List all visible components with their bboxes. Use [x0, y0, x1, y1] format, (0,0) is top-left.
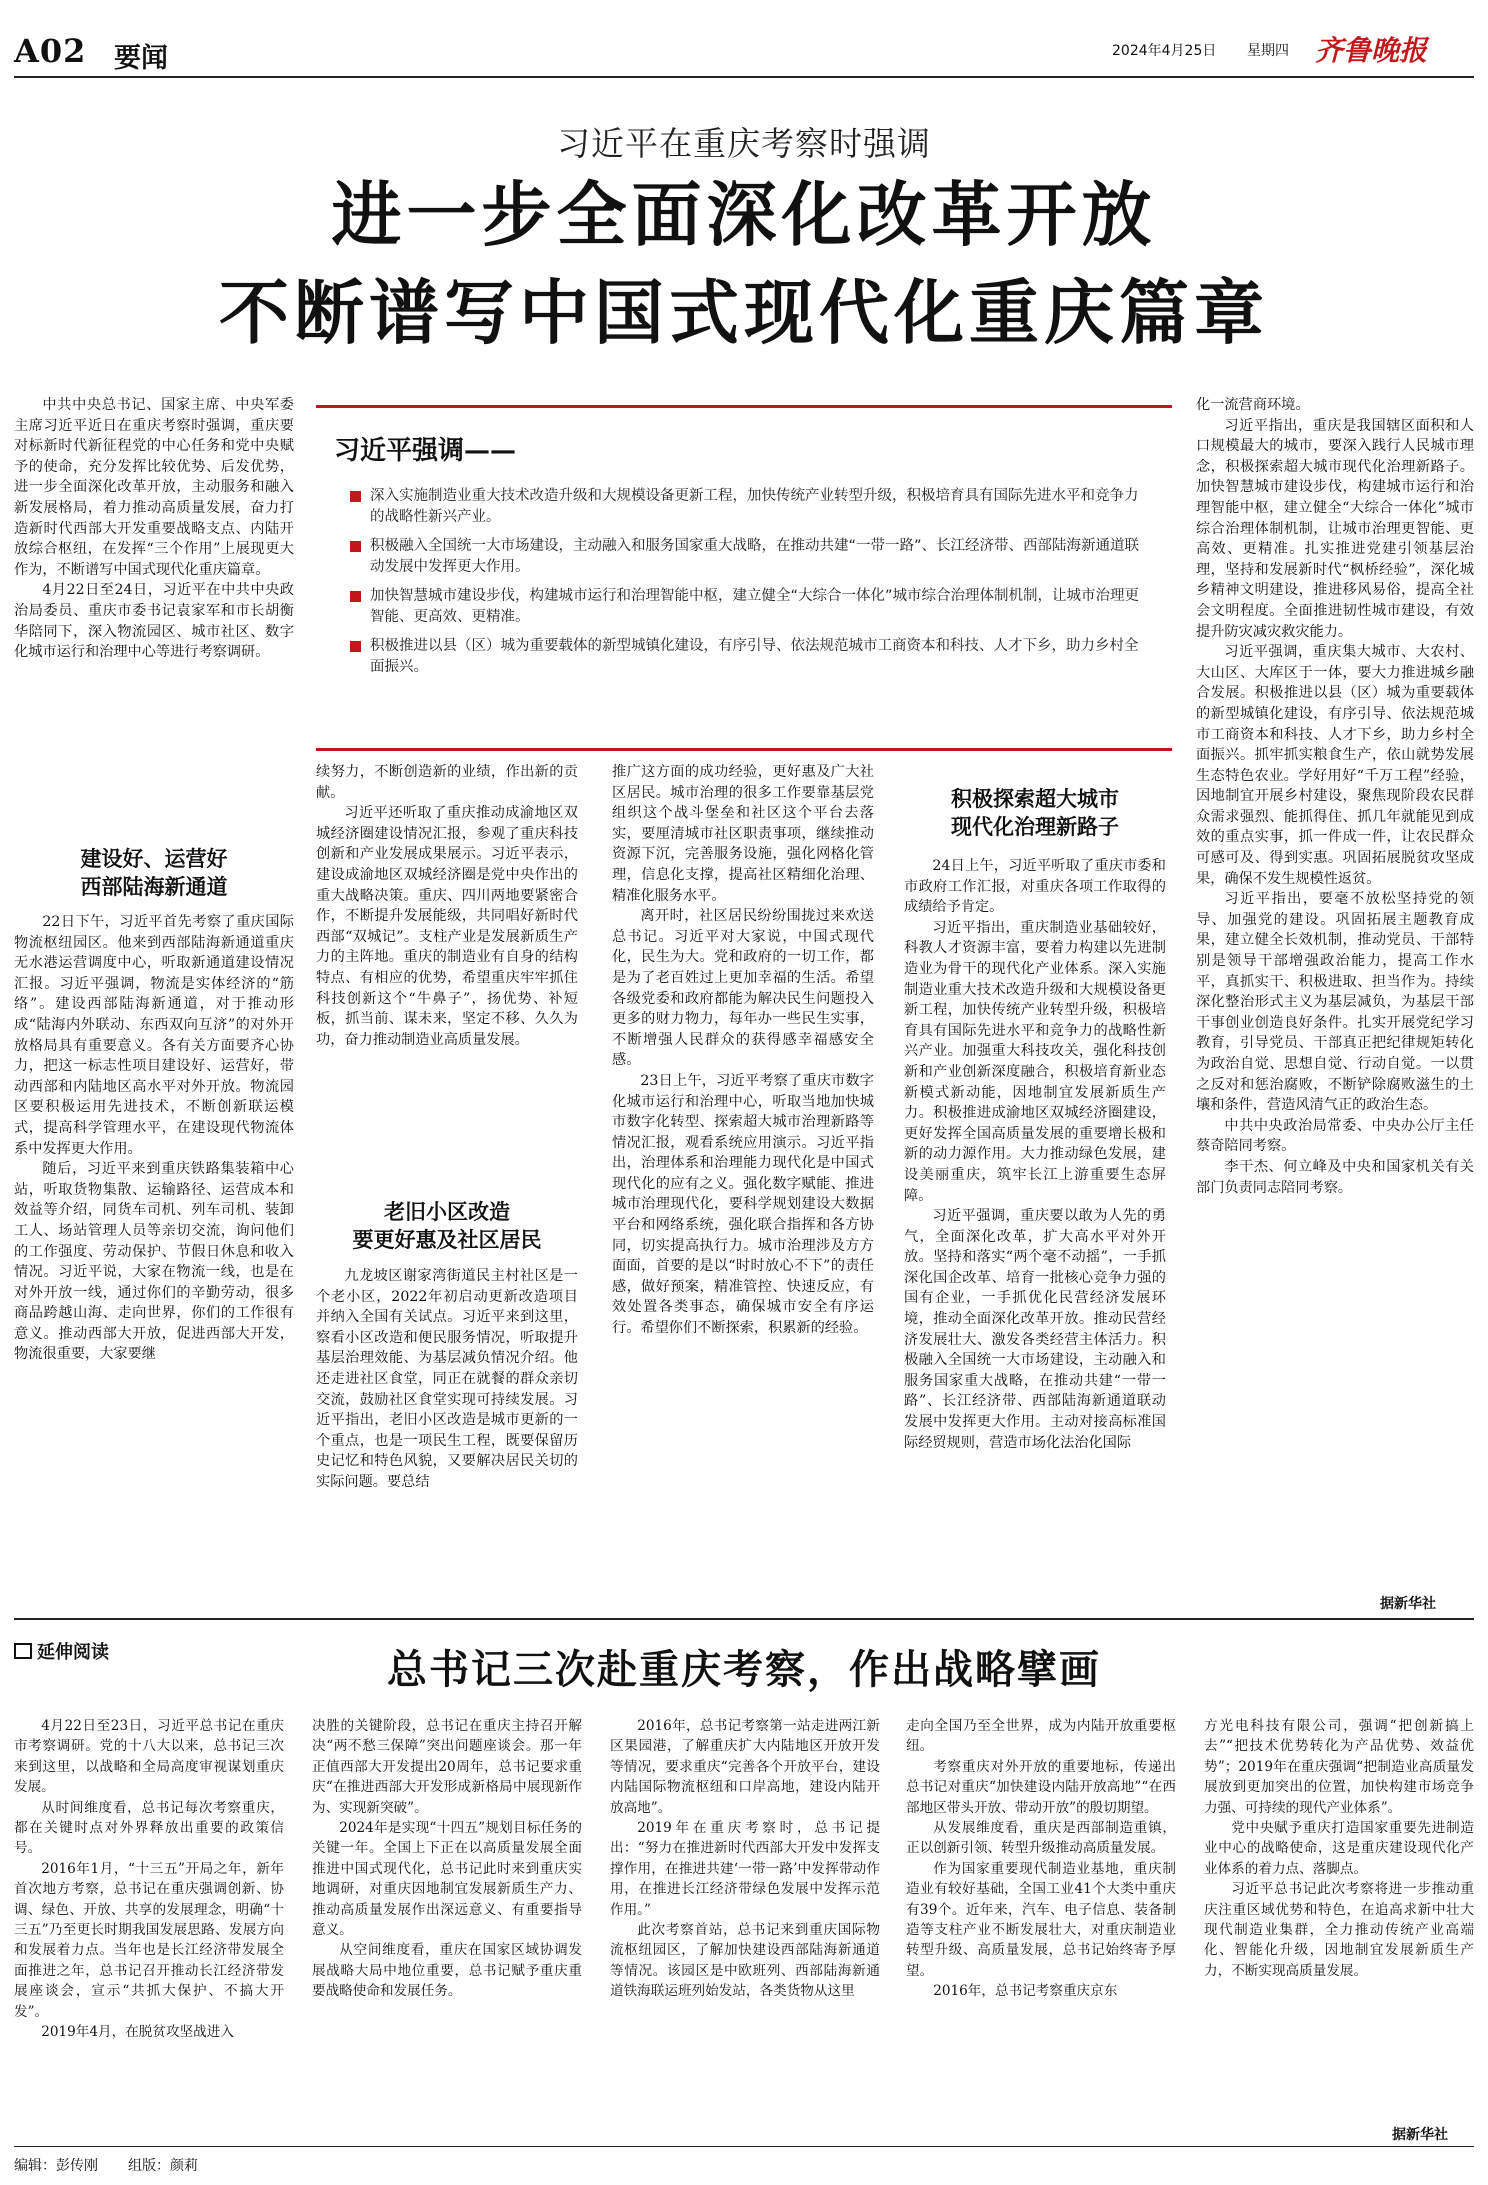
emphasis-list — [350, 486, 1140, 686]
paragraph: 习近平还听取了重庆推动成渝地区双城经济圈建设情况汇报，参观了重庆科技创新和产业发展成果展示。习近平表示，建设成渝地区双城经济圈是党中央作出的重大战略决策。重庆、四川两地要紧密合作，不断提升发展能级，共同唱好新时代西部“双城记”。支柱产业是发展新质生产力的主阵地。重庆的制造业有自身的结构特点、有相应的优势，希望重庆牢牢抓住科技创新这个“牛鼻子”，扬优势、补短板，抓当前、谋未来，坚定不移、久久为功，奋力推动制造业高质量发展。 — [316, 805, 578, 1048]
paragraph: 续努力，不断创造新的业绩，作出新的贡献。 — [316, 764, 578, 801]
extended-title: 总书记三次赴重庆考察，作出战略擘画 — [387, 1646, 1101, 1693]
headline-line-2: 不断谱写中国式现代化重庆篇章 — [219, 271, 1269, 354]
subheading-3: 积极探索超大城市 现代化治理新路子 — [951, 787, 1119, 839]
paragraph: 九龙坡区谢家湾街道民主村社区是一个老小区，2022年初启动更新改造项目并纳入全国有关试点。习近平来到这里，察看小区改造和便民服务情况，听取提升基层治理效能、为基层减负情况介绍。他还走进社区食堂，同正在就餐的群众亲切交流，鼓励社区食堂实现可持续发展。习近平指出，老旧小区改造是城市更新的一个重点，也是一项民生工程，既要保留历史记忆和特色风貌，又要解决居民关切的实际问题。要总结 — [316, 1268, 578, 1490]
paragraph: 随后，习近平来到重庆铁路集装箱中心站，听取货物集散、运输路径、运营成本和效益等介绍，同货车司机、列车司机、装卸工人、场站管理人员等亲切交流，询问他们的工作强度、劳动保护、节假日休息和收入情况。习近平说，大家在物流一线，也是在对外开放一线，通过你们的辛勤劳动，很多商品跨越山海、走向世界，你们的工作很有意义。推动西部大开放，促进西部大开发，物流很重要，大家要继 — [14, 1161, 294, 1363]
page-number: A02 — [14, 32, 87, 70]
paragraph: 此次考察首站，总书记来到重庆国际物流枢纽园区，了解加快建设西部陆海新通道等情况。该园区是中欧班列、西部陆海新通道铁海联运班列始发站，各类货物从这里 — [610, 1922, 880, 2000]
paragraph: 24日上午，习近平听取了重庆市委和市政府工作汇报，对重庆各项工作取得的成绩给予肯定。 — [904, 858, 1166, 916]
paragraph: 2019年4月，在脱贫攻坚战进入 — [41, 2024, 234, 2041]
article-col-3 — [612, 762, 874, 1339]
paragraph: 从发展维度看，重庆是西部制造重镇，正以创新引领、转型升级推动高质量发展。 — [906, 1820, 1176, 1857]
extended-col-4 — [906, 1716, 1176, 2002]
paragraph: 2016年，总书记考察第一站走进两江新区果园港，了解重庆扩大内陆地区开放开发等情况，要求重庆“完善各个开放平台，建设内陆国际物流枢纽和口岸高地，建设内陆开放高地”。 — [610, 1718, 880, 1816]
issue-date: 2024年4月25日 — [1112, 43, 1217, 59]
paragraph: 习近平总书记此次考察将进一步推动重庆注重区域优势和特色，在追高求新中壮大现代制造业集群，全力推动传统产业高端化、智能化升级，因地制宜发展新质生产力，不断实现高质量发展。 — [1204, 1881, 1474, 1979]
paragraph: 4月22日至24日，习近平在中共中央政治局委员、重庆市委书记袁家军和市长胡衡华陪同下，深入物流园区、城市社区、数字化城市运行和治理中心等进行考察调研。 — [14, 582, 294, 661]
paragraph: 习近平指出，重庆制造业基础较好，科教人才资源丰富，要着力构建以先进制造业为骨干的现代化产业体系。深入实施制造业重大技术改造升级和大规模设备更新工程，加快传统产业转型升级，积极培育具有国际先进水平和竞争力的战略性新兴产业。加强重大科技攻关，强化科技创新和产业创新深度融合，积极培育新业态新模式新动能，因地制宜发展新质生产力。积极推进成渝地区双城经济圈建设，更好发挥全国高质量发展的重要增长极和新的动力源作用。大力推动绿色发展，建设美丽重庆，筑牢长江上游重要生态屏障。 — [904, 919, 1166, 1204]
paragraph: 作为国家重要现代制造业基地，重庆制造业有较好基础，全国工业41个大类中重庆有39个。近年来，汽车、电子信息、装备制造等支柱产业不断发展壮大，对重庆制造业转型升级、高质量发展，总书记始终寄予厚望。 — [906, 1860, 1176, 1979]
emphasis-title: 习近平强调—— — [334, 436, 517, 466]
paper-logo: 齐鲁晚报 — [1315, 34, 1428, 67]
extended-col-3 — [610, 1716, 880, 2002]
headline-line-1: 进一步全面深化改革开放 — [331, 173, 1157, 256]
paragraph: 22日下午，习近平首先考察了重庆国际物流枢纽园区。他来到西部陆海新通道重庆无水港运营调度中心，听取新通道建设情况汇报。习近平强调，物流是实体经济的“筋络”。建设西部陆海新通道，对于推动形成“陆海内外联动、东西双向互济”的对外开放格局具有重要意义。各有关方面要齐心协力，把这一标志性项目建设好、运营好，带动西部和内陆地区高水平对外开放。物流园区要积极运用先进技术，不断创新联运模式，提高科学管理水平，在建设现代物流体系中发挥更大作用。 — [14, 914, 294, 1157]
article-source: 据新华社 — [1380, 1596, 1436, 1612]
paragraph: 推广这方面的成功经验，更好惠及广大社区居民。城市治理的很多工作要靠基层党组织这个战斗堡垒和社区这个平台去落实，要厘清城市社区职责事项，继续推动资源下沉，完善服务设施，强化网格化管理，信息化支撑，提高社区精细化治理、精准化服务水平。 — [612, 764, 874, 904]
paragraph: 2016年1月，“十三五”开局之年，新年首次地方考察，总书记在重庆强调创新、协调、绿色、开放、共享的发展理念，明确“十三五”乃至更长时期我国发展思路、发展方向和发展着力点。当年也是长江经济带发展全面推进之年，总书记召开推动长江经济带发展座谈会，宣示“共抓大保护、不搞大开发”。 — [14, 1860, 284, 2020]
subheading-2: 老旧小区改造 要更好惠及社区居民 — [352, 1200, 542, 1252]
paragraph: 4月22日至23日，习近平总书记在重庆市考察调研。党的十八大以来，总书记三次来到这里，以战略和全局高度审视谋划重庆发展。 — [14, 1718, 284, 1796]
paragraph: 习近平强调，重庆集大城市、大农村、大山区、大库区于一体，要大力推进城乡融合发展。积极推进以县（区）城为重要载体的新型城镇化建设，有序引导、依法规范城市工商资本和科技、人才下乡，助力乡村全面振兴。抓牢抓实粮食生产，依山就势发展生态特色农业。学好用好“千万工程”经验，因地制宜开展乡村建设，聚焦现阶段农民群众需求强烈、能抓得住、抓几年就能见到成效的重点实事，抓一件成一件，让农民群众可感可及、得到实惠。巩固拓展脱贫攻坚成果，确保不发生规模性返贫。 — [1196, 644, 1474, 887]
subheading-1: 建设好、运营好 西部陆海新通道 — [80, 847, 228, 899]
paragraph: 2019年在重庆考察时，总书记提出：“努力在推进新时代西部大开发中发挥支撑作用，在推进共建‘一带一路’中发挥带动作用，在推进长江经济带绿色发展中发挥示范作用。” — [610, 1820, 880, 1918]
emphasis-item: 积极融入全国统一大市场建设，主动融入和服务国家重大战略，在推动共建“一带一路”、长江经济带、西部陆海新通道联动发展中发挥更大作用。 — [350, 536, 1140, 578]
section-divider — [14, 1618, 1474, 1620]
paragraph: 从空间维度看，重庆在国家区域协调发展战略大局中地位重要，总书记赋予重庆重要战略使命和发展任务。 — [312, 1942, 582, 2000]
paragraph: 从时间维度看，总书记每次考察重庆，都在关键时点对外界释放出重要的政策信号。 — [14, 1799, 284, 1857]
paragraph: 决胜的关键阶段，总书记在重庆主持召开解决“两不愁三保障”突出问题座谈会。那一年正值西部大开发提出20周年，总书记要求重庆“在推进西部大开发形成新格局中展现新作为、实现新突破”。 — [312, 1718, 582, 1816]
emphasis-item: 积极推进以县（区）城为重要载体的新型城镇化建设，有序引导、依法规范城市工商资本和科技、人才下乡，助力乡村全面振兴。 — [350, 636, 1140, 678]
paragraph: 中共中央总书记、国家主席、中央军委主席习近平近日在重庆考察时强调，重庆要对标新时代新征程党的中心任务和党中央赋予的使命，充分发挥比较优势、后发优势，进一步全面深化改革开放，主动服务和融入新发展格局，着力推动高质量发展，奋力打造新时代西部大开发重要战略支点、内陆开放综合枢纽，在发挥“三个作用”上展现更大作为，不断谱写中国式现代化重庆篇章。 — [14, 397, 294, 578]
paragraph: 2016年，总书记考察重庆京东 — [933, 1983, 1118, 2000]
article-col-2-bottom — [316, 1266, 578, 1493]
footer-editor: 编辑：彭传刚 — [14, 2158, 98, 2174]
paragraph: 离开时，社区居民纷纷围拢过来欢送总书记。习近平对大家说，中国式现代化，民生为大。党和政府的一切工作，都是为了老百姓过上更加幸福的生活。希望各级党委和政府都能为解决民生问题投入更多的财力物力，每年办一些民生实事，不断增强人民群众的获得感幸福感安全感。 — [612, 908, 874, 1069]
article-col-4 — [904, 856, 1166, 1453]
emphasis-item: 加快智慧城市建设步伐，构建城市运行和治理智能中枢，建立健全“大综合一体化”城市综合治理体制机制，让城市治理更智能、更高效、更精准。 — [350, 586, 1140, 628]
article-col-1-top — [14, 395, 294, 663]
extended-col-2 — [312, 1716, 582, 2002]
extended-col-1 — [14, 1716, 284, 2043]
paragraph: 党中央赋予重庆打造国家重要先进制造业中心的战略使命，这是重庆建设现代化产业体系的着力点、落脚点。 — [1204, 1820, 1474, 1877]
section-name: 要闻 — [114, 43, 168, 74]
extended-label: 延伸阅读 — [14, 1638, 109, 1664]
headline-kicker: 习近平在重庆考察时强调 — [557, 124, 931, 163]
bullet-square-icon — [350, 591, 361, 602]
paragraph: 习近平指出，重庆是我国辖区面积和人口规模最大的城市，要深入践行人民城市理念，积极探索超大城市现代化治理新路子。加快智慧城市建设步伐，构建城市运行和治理智能中枢，建立健全“大综合一体化”城市综合治理体制机制，让城市治理更智能、更高效、更精准。扎实推进党建引领基层治理，坚持和发展新时代“枫桥经验”，深化城乡精神文明建设，推进移风易俗，提高全社会文明程度。全面推进韧性城市建设，有效提升防灾减灾救灾能力。 — [1196, 417, 1474, 640]
extended-source: 据新华社 — [1392, 2127, 1448, 2143]
emphasis-item: 深入实施制造业重大技术改造升级和大规模设备更新工程，加快传统产业转型升级，积极培育具有国际先进水平和竞争力的战略性新兴产业。 — [350, 486, 1140, 528]
article-col-5 — [1196, 395, 1474, 1198]
paragraph: 考察重庆对外开放的重要地标，传递出总书记对重庆“加快建设内陆开放高地”“在西部地区带头开放、带动开放”的殷切期望。 — [906, 1758, 1176, 1816]
emphasis-box — [316, 405, 1172, 751]
header-rule — [14, 76, 1474, 78]
article-col-2-top — [316, 762, 578, 1050]
paragraph: 2024年是实现“十四五”规划目标任务的关键一年。全国上下正在以高质量发展全面推进中国式现代化，总书记此时来到重庆实地调研，对重庆因地制宜发展新质生产力、推动高质量发展作出深远意义、有重要指导意义。 — [312, 1820, 582, 1939]
bullet-square-icon — [350, 541, 361, 552]
paragraph: 走向全国乃至全世界，成为内陆开放重要枢纽。 — [906, 1718, 1176, 1755]
bullet-square-icon — [350, 491, 361, 502]
footer-rule — [14, 2146, 1474, 2147]
paragraph: 中共中央政治局常委、中央办公厅主任蔡奇陪同考察。 — [1196, 1117, 1474, 1155]
bullet-square-icon — [350, 641, 361, 652]
paragraph: 习近平强调，重庆要以敢为人先的勇气，全面深化改革，扩大高水平对外开放。坚持和落实“两个毫不动摇”，一手抓深化国企改革、培育一批核心竞争力强的国有企业，一手抓优化民营经济发展环境，推动全面深化改革开放。推动民营经济发展壮大、激发各类经营主体活力。积极融入全国统一大市场建设，主动融入和服务国家重大战略，在推动共建“一带一路”、长江经济带、西部陆海新通道联动发展中发挥更大作用。主动对接高标准国际经贸规则，营造市场化法治化国际 — [904, 1208, 1166, 1451]
extended-col-5 — [1204, 1716, 1474, 1981]
footer-layout: 组版：颜莉 — [128, 2158, 198, 2174]
issue-weekday: 星期四 — [1247, 43, 1289, 59]
paragraph: 23日上午，习近平考察了重庆市数字化城市运行和治理中心，听取当地加快城市数字化转型、探索超大城市治理新路等情况汇报，观看系统应用演示。习近平指出，治理体系和治理能力现代化是中国式现代化的应有之义。强化数字赋能、推进城市治理现代化，要科学规划建设大数据平台和网络系统，强化联合指挥和各方协同，切实提高执行力。城市治理涉及方方面面，首要的是以“时时放心不下”的责任感，做好预案，精准管控、快速反应，有效处置各类事态，确保城市安全有序运行。希望你们不断探索，积累新的经验。 — [612, 1072, 874, 1337]
article-col-1-bottom — [14, 912, 294, 1365]
paragraph: 李干杰、何立峰及中央和国家机关有关部门负责同志陪同考察。 — [1196, 1158, 1474, 1196]
paragraph: 方光电科技有限公司，强调“把创新搞上去”“把技术优势转化为产品优势、效益优势”；2019年在重庆强调“把制造业高质量发展放到更加突出的位置，加快构建市场竞争力强、可持续的现代产业体系”。 — [1204, 1718, 1474, 1816]
paragraph: 化一流营商环境。 — [1196, 397, 1310, 413]
paragraph: 习近平指出，要毫不放松坚持党的领导、加强党的建设。巩固拓展主题教育成果，建立健全长效机制，推动党员、干部特别是领导干部增强政治能力，提高工作水平，真抓实干、积极进取、担当作为。持续深化整治形式主义为基层减负，为基层干部干事创业创造良好条件。扎实开展党纪学习教育，引导党员、干部真正把纪律规矩转化为政治自觉、思想自觉、行动自觉。一以贯之反对和惩治腐败，不断铲除腐败滋生的土壤和条件，营造风清气正的政治生态。 — [1196, 891, 1474, 1114]
